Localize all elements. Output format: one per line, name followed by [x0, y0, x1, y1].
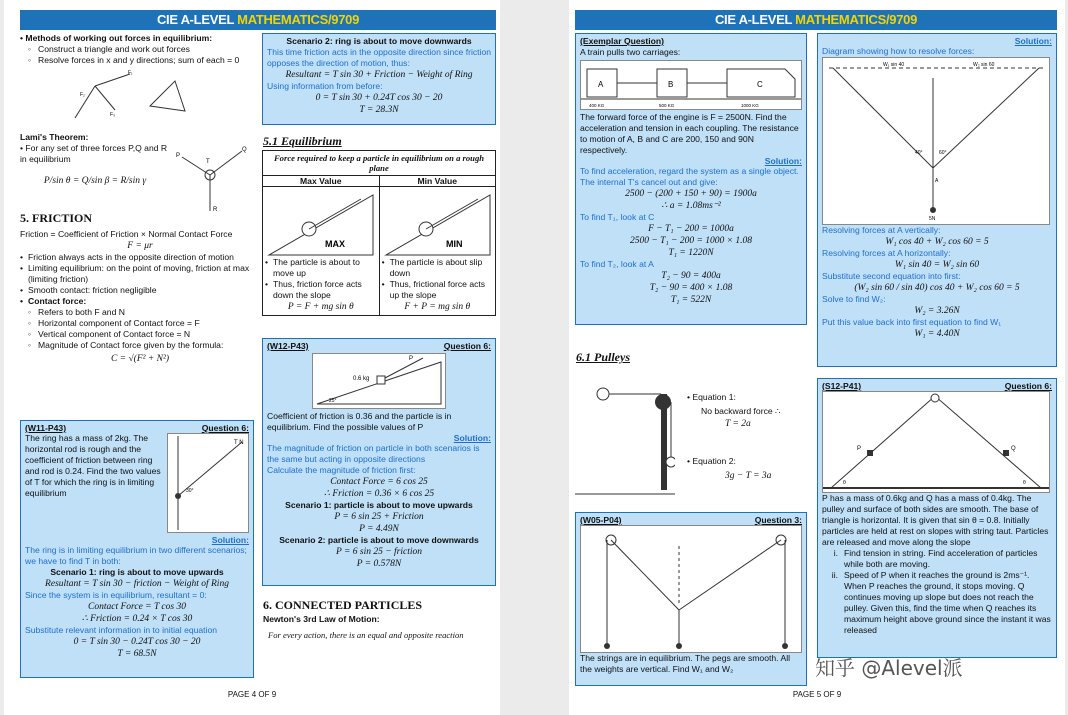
table-caption: Force required to keep a particle in equilibrium on a rough plane — [263, 151, 496, 176]
list-item: ◦ Resolve forces in x and y directions; sum of each = 0 — [20, 55, 260, 66]
ring-diagram — [167, 433, 249, 533]
solution-line: T₂ − 90 = 400 × 1.08 — [649, 283, 733, 293]
solution-line: To find acceleration, regard the system as a single object. The internal T's cancel out and give: — [580, 166, 799, 187]
solution-line: Using information from before: — [267, 81, 383, 91]
left-column — [20, 33, 260, 365]
max-label: MAX — [325, 239, 345, 249]
mass-label: 0.6 kg — [353, 376, 370, 382]
weight-label: 1000 KG — [741, 103, 759, 108]
page-header: CIE A-LEVEL MATHEMATICS/9709 — [20, 10, 496, 30]
section-connected-title: 6. CONNECTED PARTICLES — [263, 598, 423, 612]
solution-line: Resultant = T sin 30 − friction − Weight of Ring — [45, 579, 229, 589]
svg-text:60°: 60° — [939, 150, 947, 156]
question-text: The forward force of the engine is F = 2500N. Find the acceleration and tension in each coupling. The resistance to motion of A, B and C are 200, 150 and 90N respectively. — [580, 112, 799, 155]
svg-text:T: T — [206, 159, 210, 165]
solution-line: Scenario 2: particle is about to move downwards — [279, 535, 479, 545]
solution-line: T = 68.5N — [117, 649, 157, 659]
friction-equation: F = μr — [127, 241, 153, 251]
solution-line: ∴ Friction = 0.36 × 6 cos 25 — [323, 489, 435, 499]
svg-text:A: A — [935, 178, 939, 184]
pulley-diagram — [575, 372, 675, 500]
friction-list — [20, 252, 260, 307]
solution-line: To find T₁, look at C — [580, 212, 655, 222]
weight-label: 500 KG — [659, 103, 675, 108]
solution-line: Contact Force = T cos 30 — [88, 602, 186, 612]
solution-line: P = 6 sin 25 − friction — [335, 547, 422, 557]
svg-text:P: P — [176, 153, 181, 159]
list-item: • The particle is about to move up — [265, 257, 377, 279]
solution-line: The ring is in limiting equilibrium in two different scenarios; we have to find T in both: — [25, 545, 247, 566]
solution-line: ∴ a = 1.08ms⁻² — [661, 201, 721, 211]
list-item: • Friction always acts in the opposite direction of motion — [20, 252, 260, 263]
svg-text:θ: θ — [843, 480, 846, 486]
svg-text:W₂ sin 60: W₂ sin 60 — [973, 62, 995, 68]
solution-label: Solution: — [1014, 36, 1052, 46]
solution-line: To find T₂, look at A — [580, 259, 654, 269]
svg-text:30°: 30° — [186, 488, 194, 494]
max-equation: P = F + mg sin θ — [287, 302, 354, 312]
svg-text:F₁: F₁ — [128, 70, 133, 76]
solution-line: Solve to find W₂: — [822, 294, 886, 304]
list-item: • Limiting equilibrium: on the point of moving, friction at max (limiting friction) — [20, 263, 260, 285]
page-header: CIE A-LEVEL MATHEMATICS/9709 — [575, 10, 1057, 30]
svg-text:θ: θ — [1023, 480, 1026, 486]
question-w05-box — [575, 512, 807, 686]
question-text: The ring has a mass of 2kg. The horizontal rod is rough and the coefficient of friction between ring and rod is 0.24. Find the two values of T for which the ring is in limiting equilibrium — [25, 433, 161, 498]
solution-lines — [822, 225, 1052, 340]
lami-diagram — [170, 143, 250, 213]
solution-label: Solution: — [453, 433, 491, 443]
force-label: P — [409, 356, 414, 362]
table-header: Min Value — [379, 176, 495, 187]
solution-line: Calculate the magnitude of friction first: — [267, 465, 416, 475]
resolve-solution-box — [817, 33, 1057, 367]
min-label: MIN — [445, 239, 463, 249]
scenario-2-box — [262, 33, 496, 125]
question-s12-box — [817, 378, 1057, 658]
question-text: Coefficient of friction is 0.36 and the particle is in equilibrium. Find the possible values of P — [267, 411, 452, 432]
equation-2: 3g − T = 3a — [725, 471, 772, 481]
question-text: P has a mass of 0.6kg and Q has a mass of 0.4kg. The pulley and surface of both sides are smooth. The base of triangle is horizontal. It is given that sin θ = 0.8. Initially particles are held at rest on slopes with string taut. Particles are released and move along the slope — [822, 493, 1049, 547]
train-diagram — [580, 60, 802, 110]
question-header: (W12-P43) Question 6: — [267, 341, 491, 351]
list-item: • Thus, friction force acts down the slope — [265, 279, 377, 301]
solution-label: Solution: — [764, 156, 802, 166]
solution-line: W₁ sin 40 = W₂ sin 60 — [894, 260, 980, 270]
equation-1: T = 2a — [725, 419, 751, 429]
solution-lines — [25, 545, 249, 660]
solution-line: ∴ Friction = 0.24 × T cos 30 — [81, 614, 193, 624]
list-item: ◦ Horizontal component of Contact force = F — [20, 318, 260, 329]
list-item: ◦ Vertical component of Contact force = N — [20, 329, 260, 340]
page-number: PAGE 5 OF 9 — [792, 690, 842, 699]
solution-line: W₁ cos 40 + W₂ cos 60 = 5 — [885, 237, 989, 247]
svg-text:W₁ sin 40: W₁ sin 40 — [883, 62, 905, 68]
sub-question-1: i. Find tension in string. Find acceleration of particles while both are moving. — [833, 548, 1038, 569]
car-c-label: C — [757, 80, 763, 89]
question-tag: (Exemplar Question) — [580, 36, 665, 46]
svg-text:P: P — [857, 446, 862, 452]
solution-line: T₁ = 1220N — [668, 248, 714, 258]
solution-line: T₂ − 90 = 400a — [661, 271, 721, 281]
svg-text:T N: T N — [234, 440, 244, 446]
solution-line: Scenario 1: particle is about to move upwards — [285, 500, 473, 510]
question-intro: A train pulls two carriages: — [580, 47, 681, 57]
newton-title: Newton's 3rd Law of Motion: — [263, 614, 380, 624]
solution-line: 2500 − T₁ − 200 = 1000 × 1.08 — [629, 236, 753, 246]
question-header: (W11-P43) Question 6: — [25, 423, 249, 433]
solution-line: F − T₁ − 200 = 1000a — [648, 224, 734, 234]
solution-line: Since the system is in equilibrium, resultant = 0: — [25, 590, 207, 600]
solution-line: Scenario 1: ring is about to move upwards — [50, 567, 224, 577]
weight-label: 400 KG — [589, 103, 605, 108]
solution-line: P = 4.49N — [359, 524, 399, 534]
solution-line: T₁ = 522N — [670, 295, 712, 305]
lami-text: • For any set of three forces P,Q and R in equilibrium — [20, 143, 168, 164]
contact-equation: C = √(F² + N²) — [110, 354, 170, 364]
equilibrium-table — [262, 150, 496, 316]
solution-line: Substitute relevant information in to initial equation — [25, 625, 218, 635]
svg-text:R: R — [213, 207, 218, 213]
solution-line: W₁ = 4.40N — [914, 329, 960, 339]
solution-line: P = 6 sin 25 + Friction — [334, 512, 424, 522]
section-equilibrium-title: 5.1 Equilibrium — [263, 134, 342, 148]
solution-line: P = 0.578N — [356, 559, 402, 569]
forces-title: • Methods of working out forces in equilibrium: — [20, 33, 213, 43]
question-header: (S12-P41) Question 6: — [822, 381, 1052, 391]
resolve-diagram — [822, 57, 1050, 225]
list-item: ◦ Magnitude of Contact force given by the formula: — [20, 340, 260, 351]
car-b-label: B — [668, 80, 674, 89]
page-5 — [569, 0, 1065, 715]
svg-text:Q: Q — [1011, 446, 1016, 452]
list-item: • Thus, frictional force acts up the slope — [382, 279, 493, 301]
solution-line: Substitute second equation into first: — [822, 271, 961, 281]
solution-line: Put this value back into first equation to find W₁ — [822, 317, 1002, 327]
solution-line: Resultant = T sin 30 + Friction − Weight of Ring — [285, 70, 473, 80]
solution-line: 0 = T sin 30 + 0.24T cos 30 − 20 — [315, 93, 443, 103]
question-header: (W05-P04) Question 3: — [580, 515, 802, 525]
list-item: • Contact force: — [20, 296, 260, 307]
table-header: Max Value — [263, 176, 380, 187]
min-slope-diagram — [382, 189, 492, 257]
diagram-description: Diagram showing how to resolve forces: — [822, 46, 975, 56]
section-friction-title: 5. FRICTION — [20, 211, 93, 225]
solution-line: 0 = T sin 30 − 0.24T cos 30 − 20 — [73, 637, 201, 647]
scenario-lines — [267, 47, 491, 116]
slope-diagram — [312, 353, 446, 409]
solution-line: 2500 − (200 + 150 + 90) = 1900a — [625, 189, 757, 199]
svg-text:F₂: F₂ — [80, 92, 85, 98]
page-4 — [4, 0, 500, 715]
solution-line: Resolving forces at A vertically: — [822, 225, 941, 235]
lami-title: Lami's Theorem: — [20, 132, 89, 142]
solution-lines — [267, 443, 491, 570]
solution-line: This time friction acts in the opposite direction since friction opposes the direction of motion, thus: — [267, 47, 492, 68]
equation-1-text: No backward force ∴ — [701, 406, 781, 416]
force-triangle-diagram — [20, 66, 260, 124]
solution-line: (W₂ sin 60 / sin 40) cos 40 + W₂ cos 60 = 5 — [854, 283, 1020, 293]
svg-text:Q: Q — [242, 147, 247, 153]
svg-text:40°: 40° — [915, 150, 923, 156]
solution-lines — [580, 166, 802, 306]
solution-line: The magnitude of friction on particle in both scenarios is the same but acting in opposite directions — [267, 443, 480, 464]
solution-line: W₂ = 3.26N — [914, 306, 960, 316]
svg-text:5N: 5N — [929, 216, 936, 222]
equation-2-block: • Equation 2: — [687, 456, 736, 466]
solution-line: Contact Force = 6 cos 25 — [330, 477, 428, 487]
svg-text:F₃: F₃ — [110, 112, 116, 118]
triangle-pulley-diagram — [822, 391, 1050, 493]
question-text: The strings are in equilibrium. The pegs are smooth. All the weights are vertical. Find W₁ and W₂ — [580, 653, 791, 674]
angle-label: 25° — [329, 398, 337, 404]
scenario-title: Scenario 2: ring is about to move downwards — [286, 36, 472, 46]
list-item: ◦ Refers to both F and N — [20, 307, 260, 318]
sub-question-2: ii. Speed of P when it reaches the ground is 2ms⁻¹. When P reaches the ground, it stops moving. Q continues moving up slope but does not reach the pulley. Given this, find the time when Q reaches its maximum height above ground since the instant it was released — [831, 570, 1051, 635]
solution-line: T = 28.3N — [359, 105, 399, 115]
page-number: PAGE 4 OF 9 — [227, 690, 277, 699]
equation-1-block: • Equation 1: — [687, 392, 736, 402]
list-item: • Smooth contact: friction negligible — [20, 285, 260, 296]
lami-equation: P/sin θ = Q/sin β = R/sin γ — [43, 176, 147, 186]
watermark-logo: 知乎 @Alevel派 — [815, 656, 963, 680]
forces-list — [20, 44, 260, 66]
exemplar-box — [575, 33, 807, 325]
friction-definition: Friction = Coefficient of Friction × Normal Contact Force — [20, 229, 233, 239]
section-pulleys-title: 6.1 Pulleys — [576, 350, 630, 364]
list-item: ◦ Construct a triangle and work out forces — [20, 44, 260, 55]
newton-text: For every action, there is an equal and opposite reaction — [268, 630, 464, 640]
question-w11-box — [20, 420, 254, 678]
min-equation: F + P = mg sin θ — [404, 302, 471, 312]
question-w12-box — [262, 338, 496, 586]
solution-line: Resolving forces at A horizontally: — [822, 248, 951, 258]
max-slope-diagram — [265, 189, 375, 257]
list-item: • The particle is about slip down — [382, 257, 493, 279]
solution-label: Solution: — [211, 535, 249, 545]
contact-list — [20, 307, 260, 351]
car-a-label: A — [598, 80, 604, 89]
strings-diagram — [580, 525, 802, 653]
